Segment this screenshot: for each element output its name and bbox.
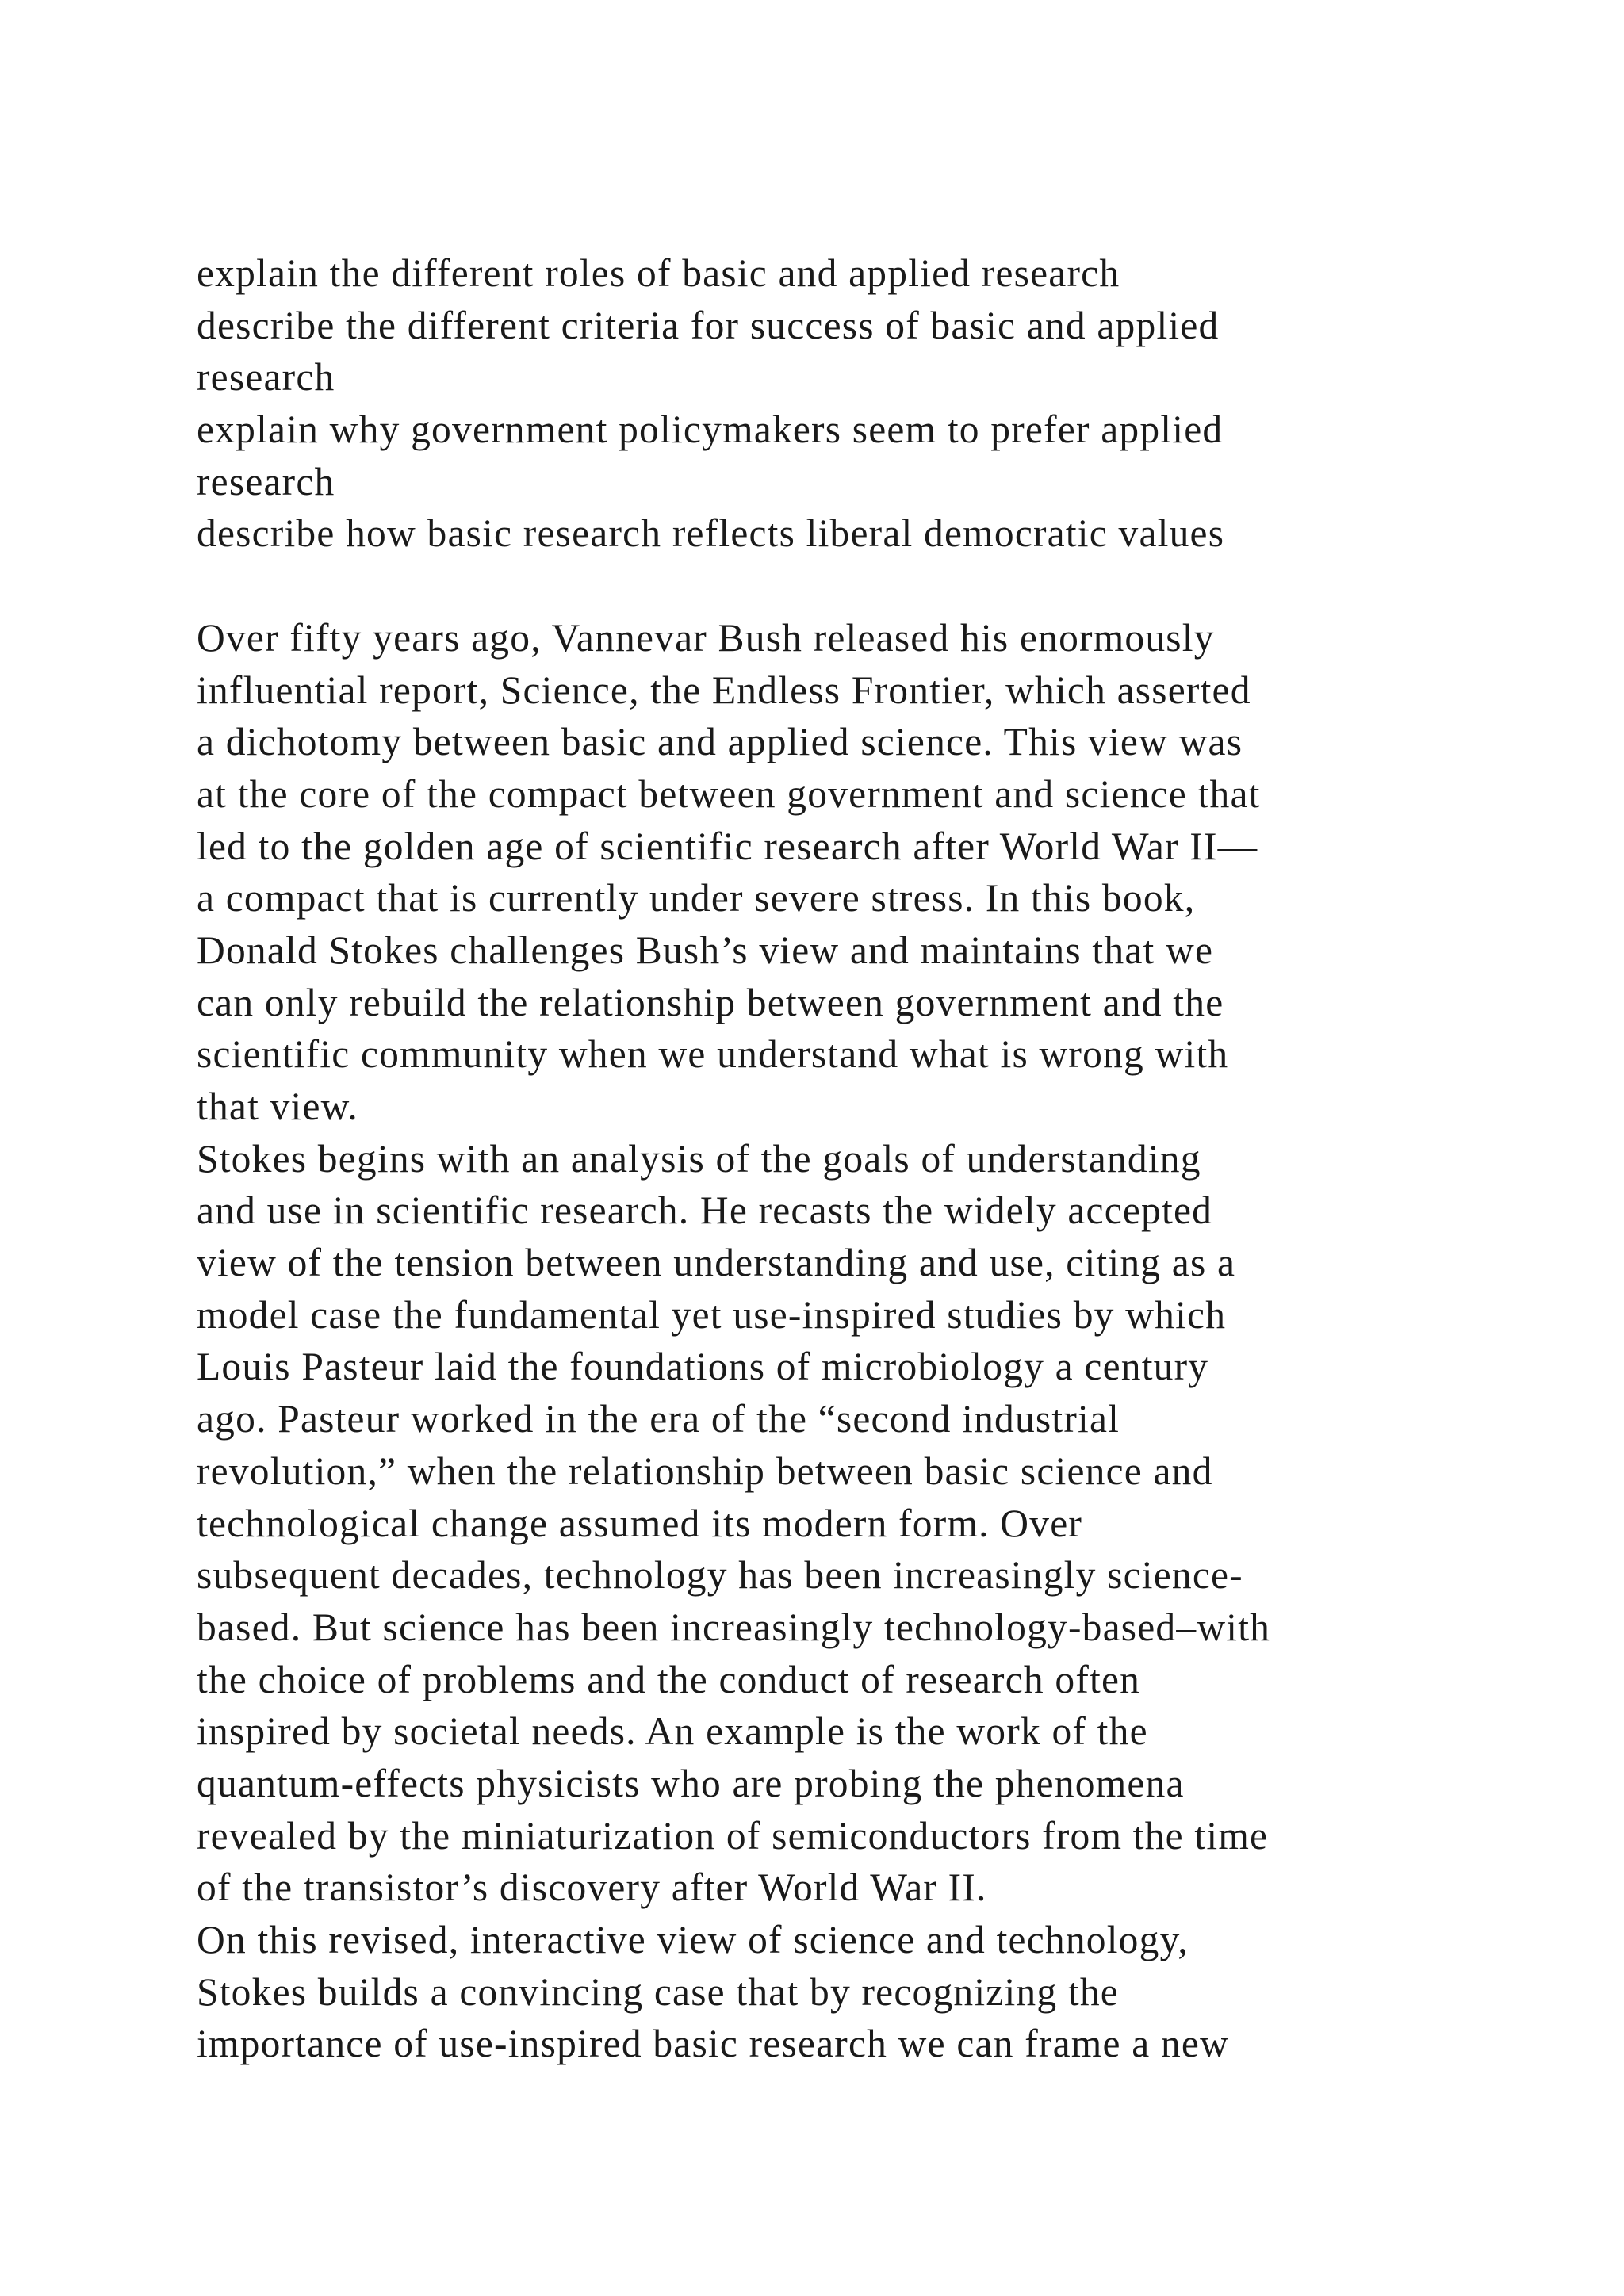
- text-line: model case the fundamental yet use-inspired studies by which: [197, 1292, 1227, 1337]
- text-line: research: [197, 459, 335, 503]
- text-line: inspired by societal needs. An example is the work of the: [197, 1709, 1148, 1754]
- text-line: can only rebuild the relationship between government and the: [197, 980, 1224, 1024]
- blank-line: [197, 560, 1481, 612]
- text-line: revolution,” when the relationship between basic science and: [197, 1448, 1213, 1493]
- text-line: the choice of problems and the conduct of research often: [197, 1657, 1141, 1701]
- text-line: describe how basic research reflects liberal democratic values: [197, 511, 1225, 556]
- text-line: subsequent decades, technology has been increasingly science-: [197, 1553, 1243, 1598]
- text-line: explain why government policymakers seem to prefer applied: [197, 408, 1224, 452]
- text-line: influential report, Science, the Endless Frontier, which asserted: [197, 668, 1251, 712]
- text-line: On this revised, interactive view of science and technology,: [197, 1918, 1189, 1961]
- text-line: of the transistor’s discovery after World War II.: [197, 1866, 987, 1910]
- text-line: importance of use-inspired basic research we can frame a new: [197, 2022, 1230, 2066]
- text-line: Donald Stokes challenges Bush’s view and maintains that we: [197, 928, 1214, 972]
- text-line: a compact that is currently under severe stress. In this book,: [197, 876, 1196, 920]
- text-line: explain the different roles of basic and applied research: [197, 251, 1120, 295]
- text-line: scientific community when we understand what is wrong with: [197, 1032, 1229, 1077]
- text-line: Louis Pasteur laid the foundations of microbiology a century: [197, 1345, 1209, 1389]
- text-line: view of the tension between understanding and use, citing as a: [197, 1241, 1236, 1285]
- text-line: ago. Pasteur worked in the era of the “second industrial: [197, 1397, 1120, 1441]
- text-line: technological change assumed its modern form. Over: [197, 1501, 1083, 1545]
- text-line: revealed by the miniaturization of semiconductors from the time: [197, 1813, 1269, 1858]
- text-line: research: [197, 355, 335, 400]
- text-line: at the core of the compact between government and science that: [197, 771, 1261, 816]
- text-line: led to the golden age of scientific research after World War II—: [197, 824, 1258, 868]
- text-line: a dichotomy between basic and applied science. This view was: [197, 720, 1243, 764]
- text-line: quantum-effects physicists who are probing the phenomena: [197, 1761, 1185, 1805]
- text-line: Stokes begins with an analysis of the goals of understanding: [197, 1136, 1201, 1181]
- text-line: Stokes builds a convincing case that by recognizing the: [197, 1969, 1119, 2014]
- text-line: based. But science has been increasingly technology-based–with: [197, 1605, 1271, 1649]
- document-body: [197, 247, 1481, 2070]
- text-line: that view.: [197, 1085, 358, 1128]
- text-line: Over fifty years ago, Vannevar Bush released his enormously: [197, 615, 1215, 660]
- text-line: and use in scientific research. He recasts the widely accepted: [197, 1188, 1213, 1233]
- text-line: describe the different criteria for success of basic and applied: [197, 303, 1220, 347]
